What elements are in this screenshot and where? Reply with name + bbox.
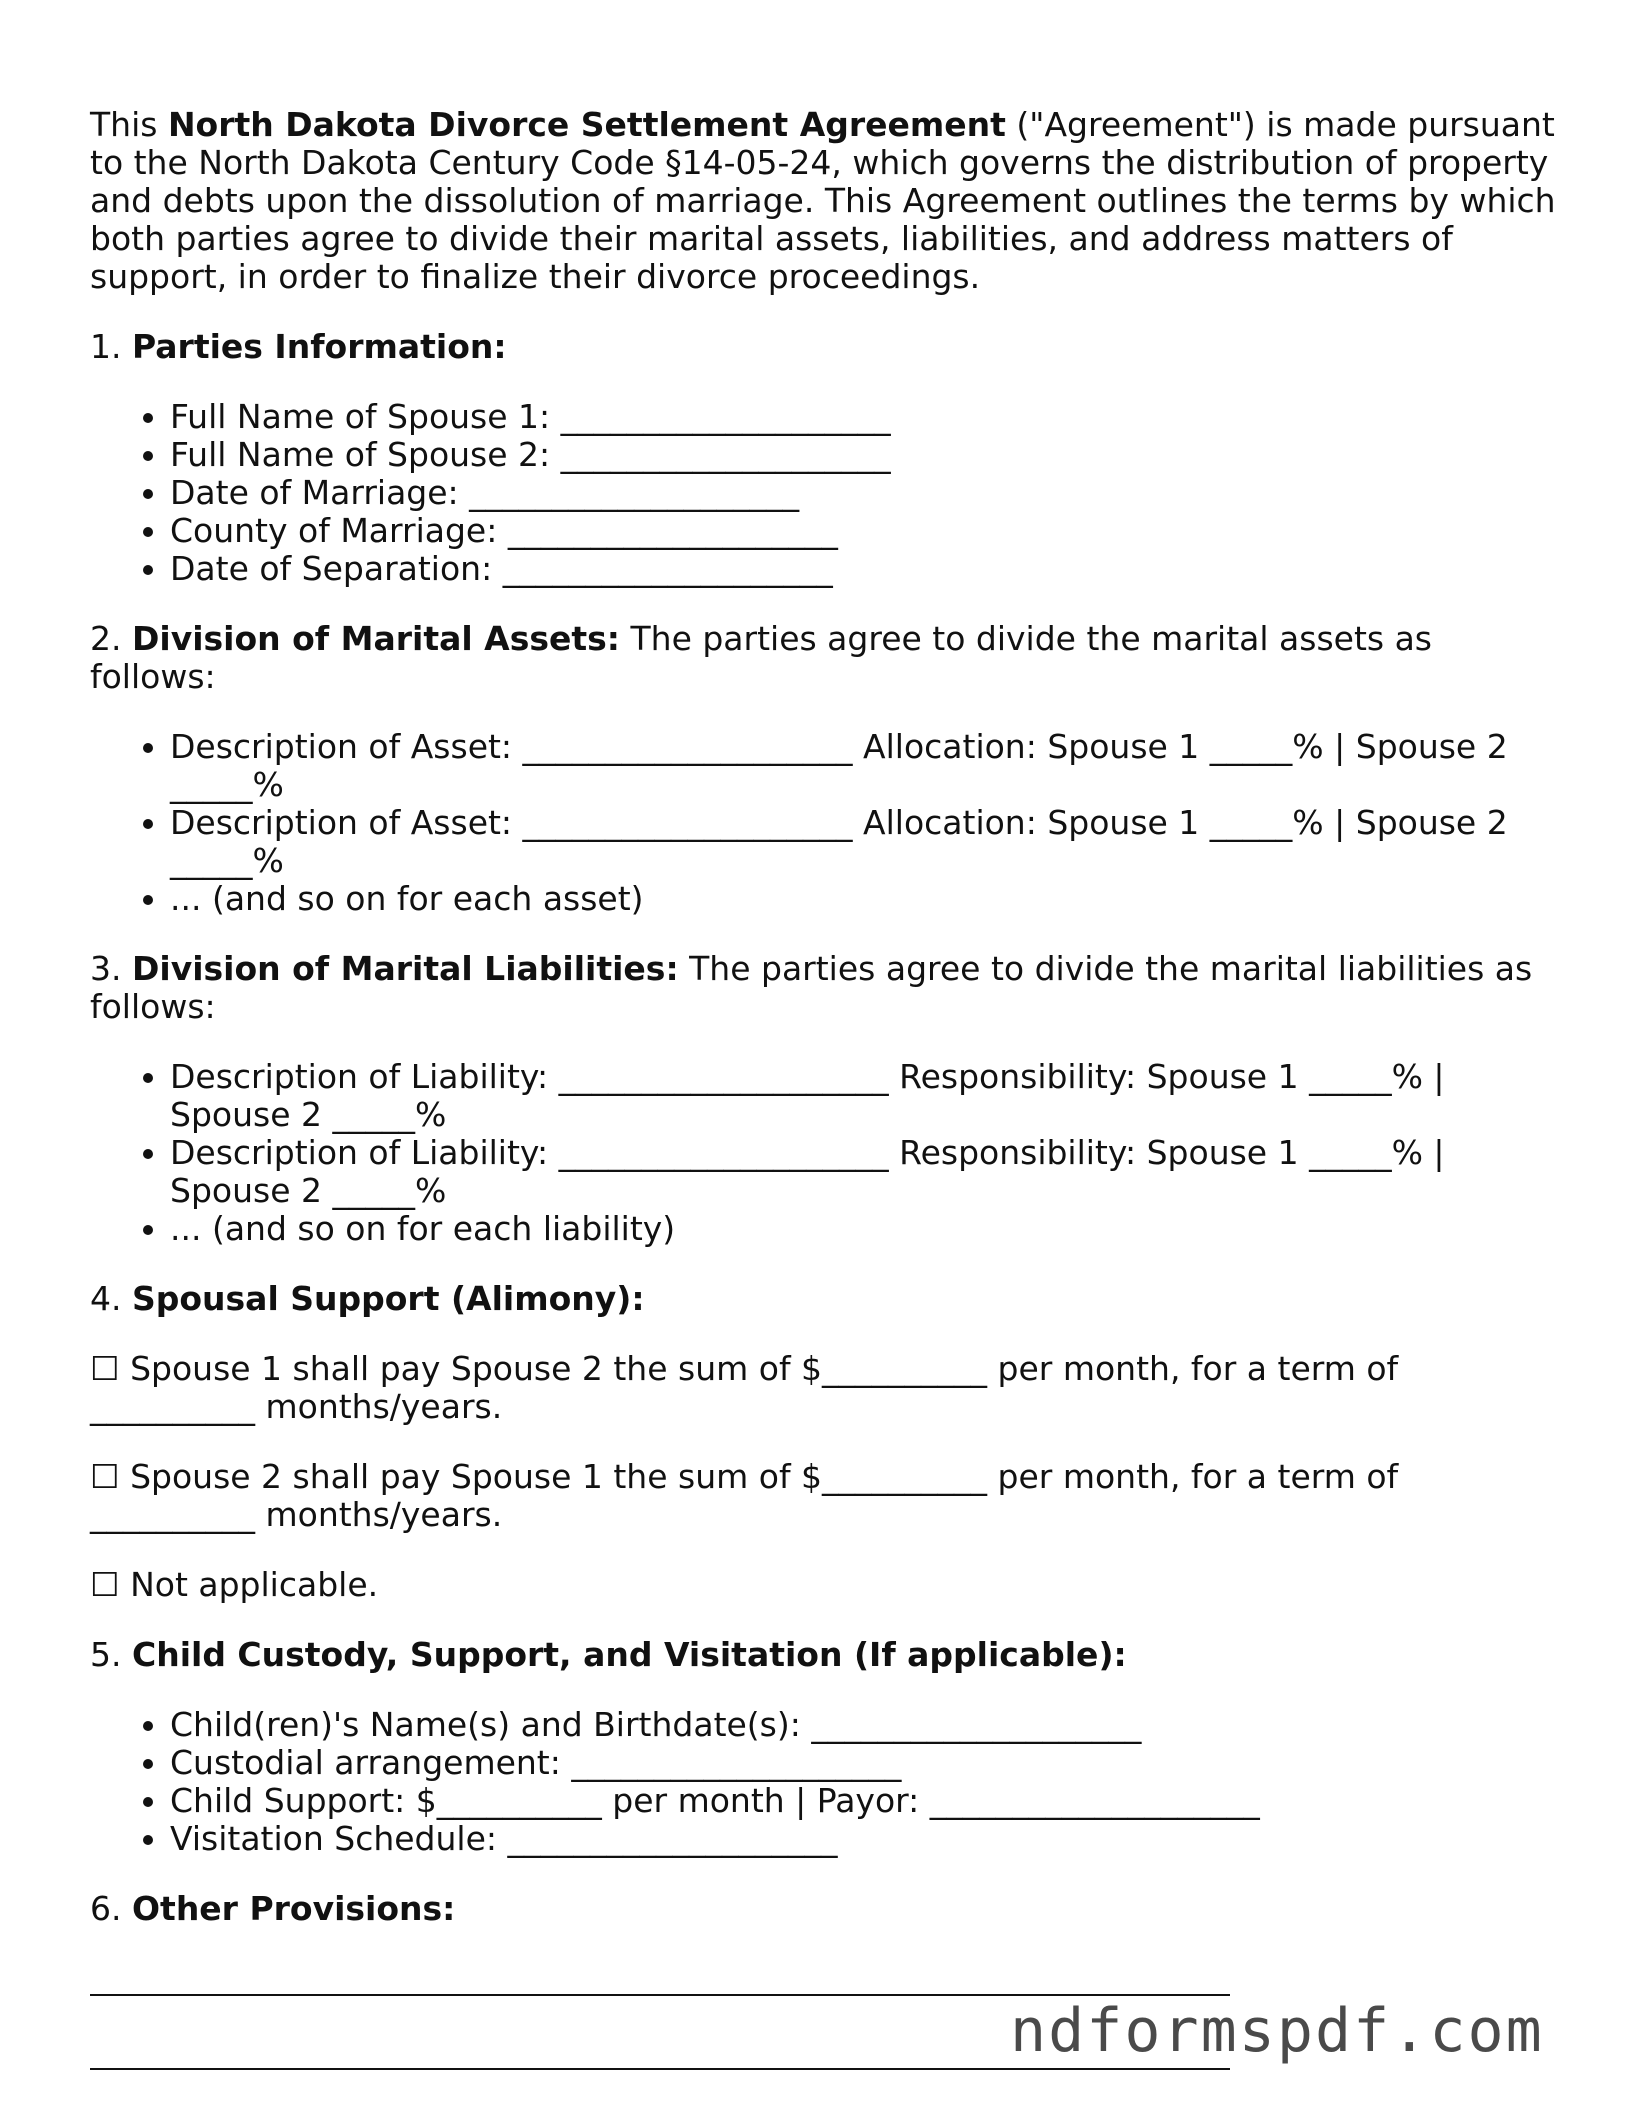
list-item: • County of Marriage: ____________________ — [170, 512, 1560, 550]
section-6-title: Other Provisions: — [131, 1889, 456, 1928]
watermark: ndformspdf.com — [1010, 1996, 1544, 2066]
list-item: • Visitation Schedule: ____________________ — [170, 1820, 1560, 1858]
section-5-title: Child Custody, Support, and Visitation (If applicable): — [131, 1635, 1127, 1674]
list-item: • Description of Asset: ____________________ Allocation: Spouse 1 _____% | Spouse 2 _____% — [170, 804, 1560, 880]
list-item: • Date of Marriage: ____________________ — [170, 474, 1560, 512]
section-3-desc: The parties agree to divide the marital liabilities as follows: — [90, 949, 1533, 1026]
other-provisions-line-1[interactable] — [90, 1960, 1230, 1996]
section-2-number: 2. — [90, 619, 132, 658]
section-1-title: Parties Information: — [131, 327, 507, 366]
section-1-number: 1. — [90, 327, 132, 366]
intro-paragraph — [90, 106, 1560, 296]
section-2-desc: The parties agree to divide the marital assets as follows: — [90, 619, 1432, 696]
assets-list — [90, 728, 1560, 918]
list-item: • Date of Separation: ____________________ — [170, 550, 1560, 588]
list-item: • Full Name of Spouse 2: ____________________ — [170, 436, 1560, 474]
section-4-title: Spousal Support (Alimony): — [131, 1279, 645, 1318]
alimony-option-not-applicable[interactable]: ☐ Not applicable. — [90, 1565, 379, 1604]
alimony-option-spouse2[interactable]: ☐ Spouse 2 shall pay Spouse 1 the sum of $__________ per month, for a term of __________ months/years. — [90, 1457, 1399, 1534]
section-3-number: 3. — [90, 949, 132, 988]
list-item: • ... (and so on for each liability) — [170, 1210, 1560, 1248]
section-4-number: 4. — [90, 1279, 132, 1318]
list-item: • Description of Liability: ____________________ Responsibility: Spouse 1 _____% | Spouse 2 _____% — [170, 1058, 1560, 1134]
section-4-heading — [90, 1280, 1560, 1318]
section-3-title: Division of Marital Liabilities: — [131, 949, 679, 988]
list-item: • Description of Liability: ____________________ Responsibility: Spouse 1 _____% | Spouse 2 _____% — [170, 1134, 1560, 1210]
list-item: • ... (and so on for each asset) — [170, 880, 1560, 918]
list-item: • Custodial arrangement: ____________________ — [170, 1744, 1560, 1782]
parties-info-list — [90, 398, 1560, 588]
list-item: • Description of Asset: ____________________ Allocation: Spouse 1 _____% | Spouse 2 _____% — [170, 728, 1560, 804]
section-3-heading — [90, 950, 1560, 1026]
list-item: • Child(ren)'s Name(s) and Birthdate(s): ____________________ — [170, 1706, 1560, 1744]
intro-prefix: This — [90, 105, 168, 144]
section-2-title: Division of Marital Assets: — [131, 619, 620, 658]
section-5-heading — [90, 1636, 1560, 1674]
list-item: • Child Support: $__________ per month | Payor: ____________________ — [170, 1782, 1560, 1820]
liabilities-list — [90, 1058, 1560, 1248]
child-custody-list — [90, 1706, 1560, 1858]
section-2-heading — [90, 620, 1560, 696]
section-1-heading — [90, 328, 1560, 366]
section-5-number: 5. — [90, 1635, 132, 1674]
alimony-option-spouse1[interactable]: ☐ Spouse 1 shall pay Spouse 2 the sum of $__________ per month, for a term of __________ months/years. — [90, 1349, 1399, 1426]
section-6-number: 6. — [90, 1889, 132, 1928]
agreement-title: North Dakota Divorce Settlement Agreement — [167, 105, 1006, 144]
intro-text: ("Agreement") is made pursuant to the North Dakota Century Code §14-05-24, which governs the distribution of property and debts upon the dissolution of marriage. This Agreement outlines the terms by which both parties agree to divide their marital assets, liabilities, and address matters of support, in order to finalize their divorce proceedings. — [90, 105, 1556, 296]
section-6-heading — [90, 1890, 1560, 1928]
document-page — [90, 106, 1560, 2108]
list-item: • Full Name of Spouse 1: ____________________ — [170, 398, 1560, 436]
